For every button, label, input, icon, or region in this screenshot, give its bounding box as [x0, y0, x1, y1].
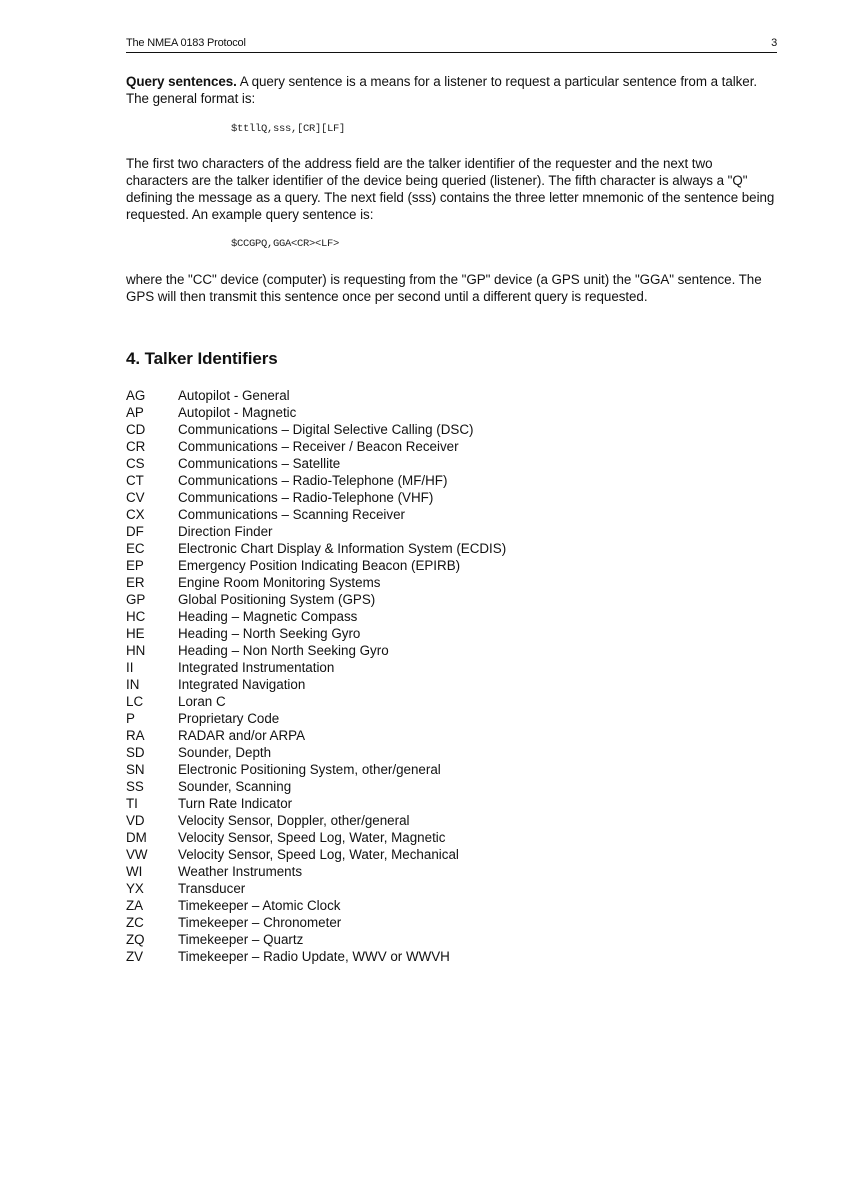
talker-code: VD: [126, 813, 145, 828]
talker-description: Velocity Sensor, Doppler, other/general: [178, 813, 410, 828]
talker-description: Communications – Digital Selective Calling (DSC): [178, 422, 474, 437]
talker-description: Communications – Satellite: [178, 456, 341, 471]
talker-row: [126, 897, 777, 914]
talker-row: [126, 948, 777, 965]
talker-row: [126, 557, 777, 574]
talker-row: [126, 438, 777, 455]
talker-code: DM: [126, 830, 147, 845]
talker-description: Weather Instruments: [178, 864, 303, 879]
talker-code: CV: [126, 490, 145, 505]
talker-code: LC: [126, 694, 144, 709]
talker-row: [126, 523, 777, 540]
talker-description: Sounder, Scanning: [178, 779, 292, 794]
talker-row: [126, 676, 777, 693]
document-page: [126, 34, 777, 981]
talker-description: Heading – Magnetic Compass: [178, 609, 358, 624]
talker-code: CS: [126, 456, 145, 471]
talker-code: SD: [126, 745, 145, 760]
talker-code: AP: [126, 405, 144, 420]
header-title: The NMEA 0183 Protocol: [126, 37, 246, 49]
talker-row: [126, 489, 777, 506]
talker-row: [126, 404, 777, 421]
talker-code: RA: [126, 728, 145, 743]
talker-row: [126, 642, 777, 659]
talker-code: GP: [126, 592, 146, 607]
talker-row: [126, 829, 777, 846]
talker-description: Communications – Scanning Receiver: [178, 507, 406, 522]
talker-code: CD: [126, 422, 146, 437]
talker-description: Velocity Sensor, Speed Log, Water, Mechanical: [178, 847, 459, 862]
talker-description: Heading – Non North Seeking Gyro: [178, 643, 389, 658]
query-lead-bold: Query sentences.: [126, 74, 237, 89]
talker-description: Autopilot - Magnetic: [178, 405, 297, 420]
talker-code: IN: [126, 677, 140, 692]
query-format-code: $ttllQ,sss,[CR][LF]: [231, 123, 346, 135]
talker-row: [126, 455, 777, 472]
talker-row: [126, 506, 777, 523]
talker-row: [126, 846, 777, 863]
talker-description: Electronic Chart Display & Information System (ECDIS): [178, 541, 507, 556]
talker-code: ZA: [126, 898, 144, 913]
query-example-code: $CCGPQ,GGA<CR><LF>: [231, 238, 340, 250]
talker-code: HC: [126, 609, 146, 624]
talker-row: [126, 540, 777, 557]
talker-row: [126, 608, 777, 625]
talker-row: [126, 625, 777, 642]
talker-description: Timekeeper – Atomic Clock: [178, 898, 341, 913]
talker-description: Transducer: [178, 881, 246, 896]
talker-row: [126, 761, 777, 778]
talker-row: [126, 931, 777, 948]
section-title-talker-identifiers: 4. Talker Identifiers: [126, 349, 278, 368]
talker-code: ER: [126, 575, 145, 590]
talker-description: Engine Room Monitoring Systems: [178, 575, 381, 590]
talker-row: [126, 795, 777, 812]
talker-description: Timekeeper – Quartz: [178, 932, 304, 947]
talker-row: [126, 659, 777, 676]
talker-code: EP: [126, 558, 144, 573]
page-number: 3: [771, 37, 777, 49]
talker-identifier-list: [126, 387, 777, 965]
talker-code: CT: [126, 473, 144, 488]
talker-code: HN: [126, 643, 146, 658]
talker-row: [126, 591, 777, 608]
talker-code: TI: [126, 796, 138, 811]
talker-code: EC: [126, 541, 145, 556]
talker-description: Proprietary Code: [178, 711, 280, 726]
talker-description: Integrated Navigation: [178, 677, 306, 692]
talker-description: Autopilot - General: [178, 388, 290, 403]
talker-row: [126, 693, 777, 710]
talker-code: P: [126, 711, 135, 726]
talker-code: AG: [126, 388, 146, 403]
talker-code: WI: [126, 864, 143, 879]
talker-code: VW: [126, 847, 148, 862]
talker-description: Emergency Position Indicating Beacon (EPIRB): [178, 558, 461, 573]
talker-row: [126, 863, 777, 880]
talker-description: Sounder, Depth: [178, 745, 272, 760]
talker-row: [126, 574, 777, 591]
talker-description: RADAR and/or ARPA: [178, 728, 306, 743]
talker-description: Loran C: [178, 694, 226, 709]
talker-code: SS: [126, 779, 144, 794]
running-header: [126, 34, 777, 53]
talker-code: ZV: [126, 949, 144, 964]
talker-row: [126, 472, 777, 489]
talker-description: Communications – Receiver / Beacon Receiver: [178, 439, 459, 454]
talker-row: [126, 727, 777, 744]
talker-row: [126, 880, 777, 897]
talker-description: Communications – Radio-Telephone (MF/HF): [178, 473, 448, 488]
talker-description: Integrated Instrumentation: [178, 660, 335, 675]
talker-code: ZC: [126, 915, 144, 930]
talker-code: CX: [126, 507, 145, 522]
talker-row: [126, 744, 777, 761]
talker-description: Timekeeper – Radio Update, WWV or WWVH: [178, 949, 450, 964]
talker-row: [126, 812, 777, 829]
query-intro-paragraph: [126, 73, 777, 107]
query-intro-text: A query sentence is a means for a listener to request a particular sentence from a talker. The general format is:: [126, 74, 758, 106]
talker-description: Global Positioning System (GPS): [178, 592, 376, 607]
talker-description: Direction Finder: [178, 524, 273, 539]
talker-code: II: [126, 660, 134, 675]
talker-row: [126, 387, 777, 404]
talker-row: [126, 421, 777, 438]
talker-description: Turn Rate Indicator: [178, 796, 293, 811]
talker-code: HE: [126, 626, 145, 641]
talker-code: CR: [126, 439, 146, 454]
talker-description: Electronic Positioning System, other/general: [178, 762, 441, 777]
talker-description: Communications – Radio-Telephone (VHF): [178, 490, 434, 505]
talker-description: Velocity Sensor, Speed Log, Water, Magnetic: [178, 830, 446, 845]
talker-code: SN: [126, 762, 145, 777]
talker-row: [126, 914, 777, 931]
query-example-explanation: where the "CC" device (computer) is requesting from the "GP" device (a GPS unit) the "GGA" sentence. The GPS will then transmit this sentence once per second until a different query is requested.: [126, 272, 762, 304]
talker-row: [126, 778, 777, 795]
query-explanation-paragraph: The first two characters of the address field are the talker identifier of the requester and the next two characters are the talker identifier of the device being queried (listener). The fifth character is always a "Q" defining the message as a query. The next field (sss) contains the three letter mnemonic of the sentence being requested. An example query sentence is:: [126, 156, 775, 222]
talker-description: Heading – North Seeking Gyro: [178, 626, 361, 641]
talker-row: [126, 710, 777, 727]
talker-code: DF: [126, 524, 144, 539]
talker-code: YX: [126, 881, 144, 896]
talker-code: ZQ: [126, 932, 145, 947]
talker-description: Timekeeper – Chronometer: [178, 915, 342, 930]
